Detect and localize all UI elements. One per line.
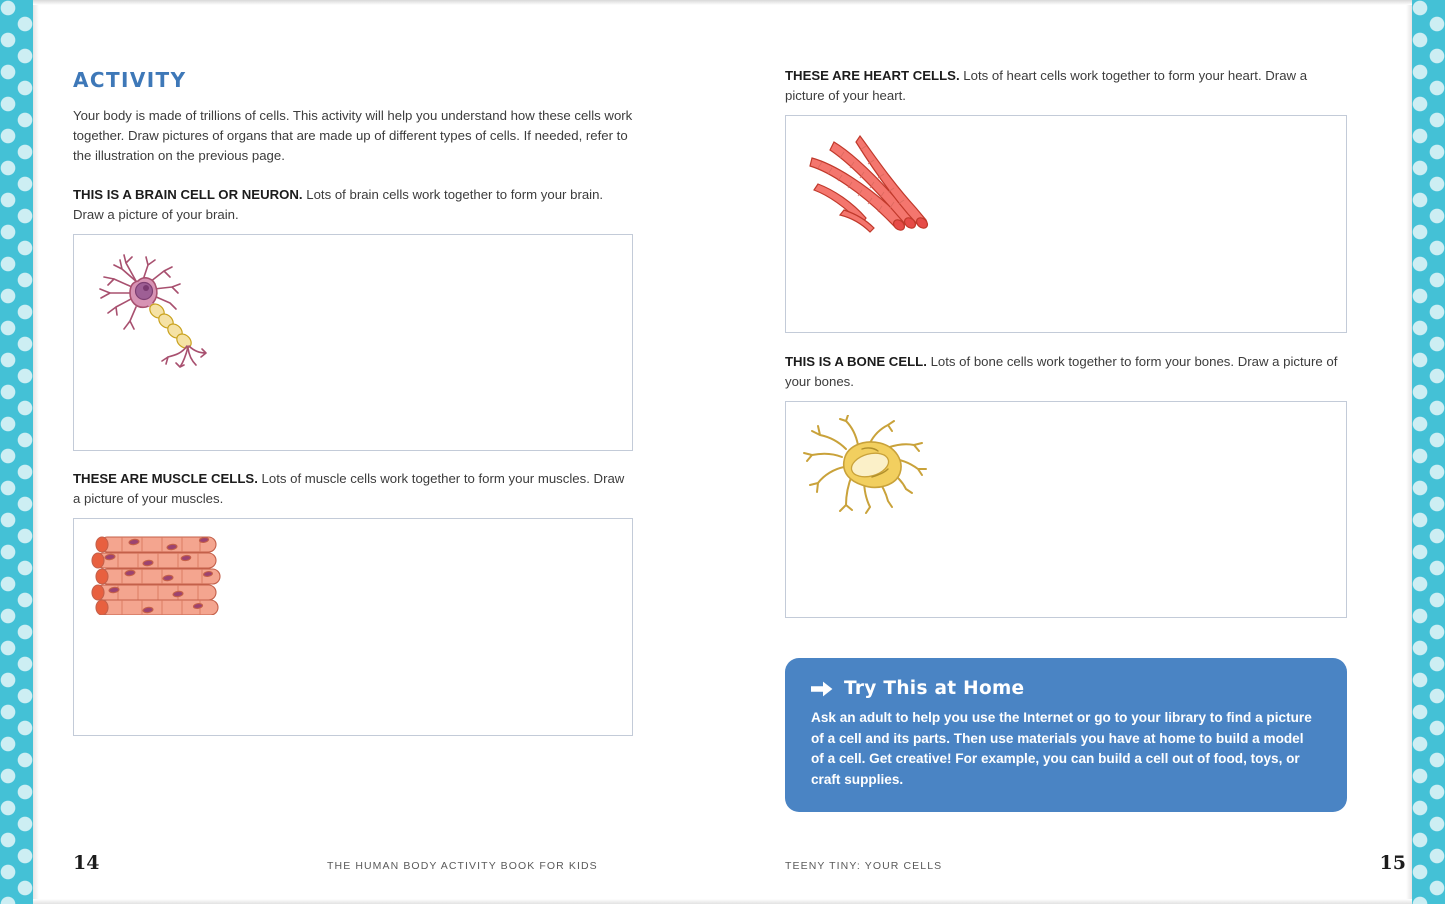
drawing-box-brain[interactable] bbox=[73, 234, 633, 451]
activity-block-brain bbox=[73, 185, 635, 451]
running-head-right: TEENY TINY: YOUR CELLS bbox=[785, 860, 943, 872]
page-right bbox=[774, 0, 1406, 904]
prompt-brain-lead: THIS IS A BRAIN CELL OR NEURON. bbox=[73, 187, 303, 202]
drawing-box-heart[interactable] bbox=[785, 115, 1347, 333]
activity-block-muscle bbox=[73, 469, 635, 736]
try-this-at-home-callout bbox=[785, 658, 1347, 812]
activity-block-bone bbox=[785, 352, 1347, 618]
callout-title: Try This at Home bbox=[844, 678, 1025, 699]
prompt-muscle-rest: Lots of muscle cells work together to form your muscles. Draw a picture of your muscles. bbox=[73, 471, 625, 506]
heart-cells-illustration bbox=[800, 128, 948, 234]
prompt-bone-lead: THIS IS A BONE CELL. bbox=[785, 354, 927, 369]
running-head-left: THE HUMAN BODY ACTIVITY BOOK FOR KIDS bbox=[327, 860, 598, 872]
dot-band-shadow-right bbox=[1406, 0, 1412, 904]
prompt-brain bbox=[73, 185, 635, 225]
prompt-muscle-lead: THESE ARE MUSCLE CELLS. bbox=[73, 471, 258, 486]
intro-paragraph: Your body is made of trillions of cells. This activity will help you understand how these cells work together. Draw pictures of organs that are made up of different types of cells. If needed, refer to the illustration on the previous page. bbox=[73, 108, 633, 163]
right-arrow-icon bbox=[811, 681, 833, 697]
prompt-heart-lead: THESE ARE HEART CELLS. bbox=[785, 68, 960, 83]
prompt-heart-rest: Lots of heart cells work together to form your heart. Draw a picture of your heart. bbox=[785, 68, 1308, 103]
drawing-box-muscle[interactable] bbox=[73, 518, 633, 736]
decorative-dot-band-left bbox=[0, 0, 33, 904]
page-title: ACTIVITY bbox=[73, 68, 187, 92]
decorative-dot-band-right bbox=[1412, 0, 1445, 904]
prompt-bone-rest: Lots of bone cells work together to form your bones. Draw a picture of your bones. bbox=[785, 354, 1338, 389]
activity-block-heart bbox=[785, 66, 1347, 333]
prompt-brain-rest: Lots of brain cells work together to form your brain. Draw a picture of your brain. bbox=[73, 187, 604, 222]
bone-cell-illustration bbox=[800, 415, 936, 515]
page-left bbox=[39, 0, 679, 904]
prompt-muscle bbox=[73, 469, 635, 509]
callout-body: Ask an adult to help you use the Internet or go to your library to find a picture of a cell and its parts. Then use materials you have at home to build a model of a cell. Get creative! For example, you can build a cell out of food, toys, or craft supplies. bbox=[811, 710, 1312, 787]
muscle-cells-illustration bbox=[86, 533, 226, 615]
prompt-heart bbox=[785, 66, 1347, 106]
book-spread bbox=[39, 0, 1406, 904]
page-number-left: 14 bbox=[73, 852, 100, 874]
drawing-box-bone[interactable] bbox=[785, 401, 1347, 618]
callout-title-row bbox=[811, 678, 1321, 699]
page-number-right: 15 bbox=[1379, 852, 1406, 874]
prompt-bone bbox=[785, 352, 1347, 392]
neuron-illustration bbox=[86, 251, 216, 371]
